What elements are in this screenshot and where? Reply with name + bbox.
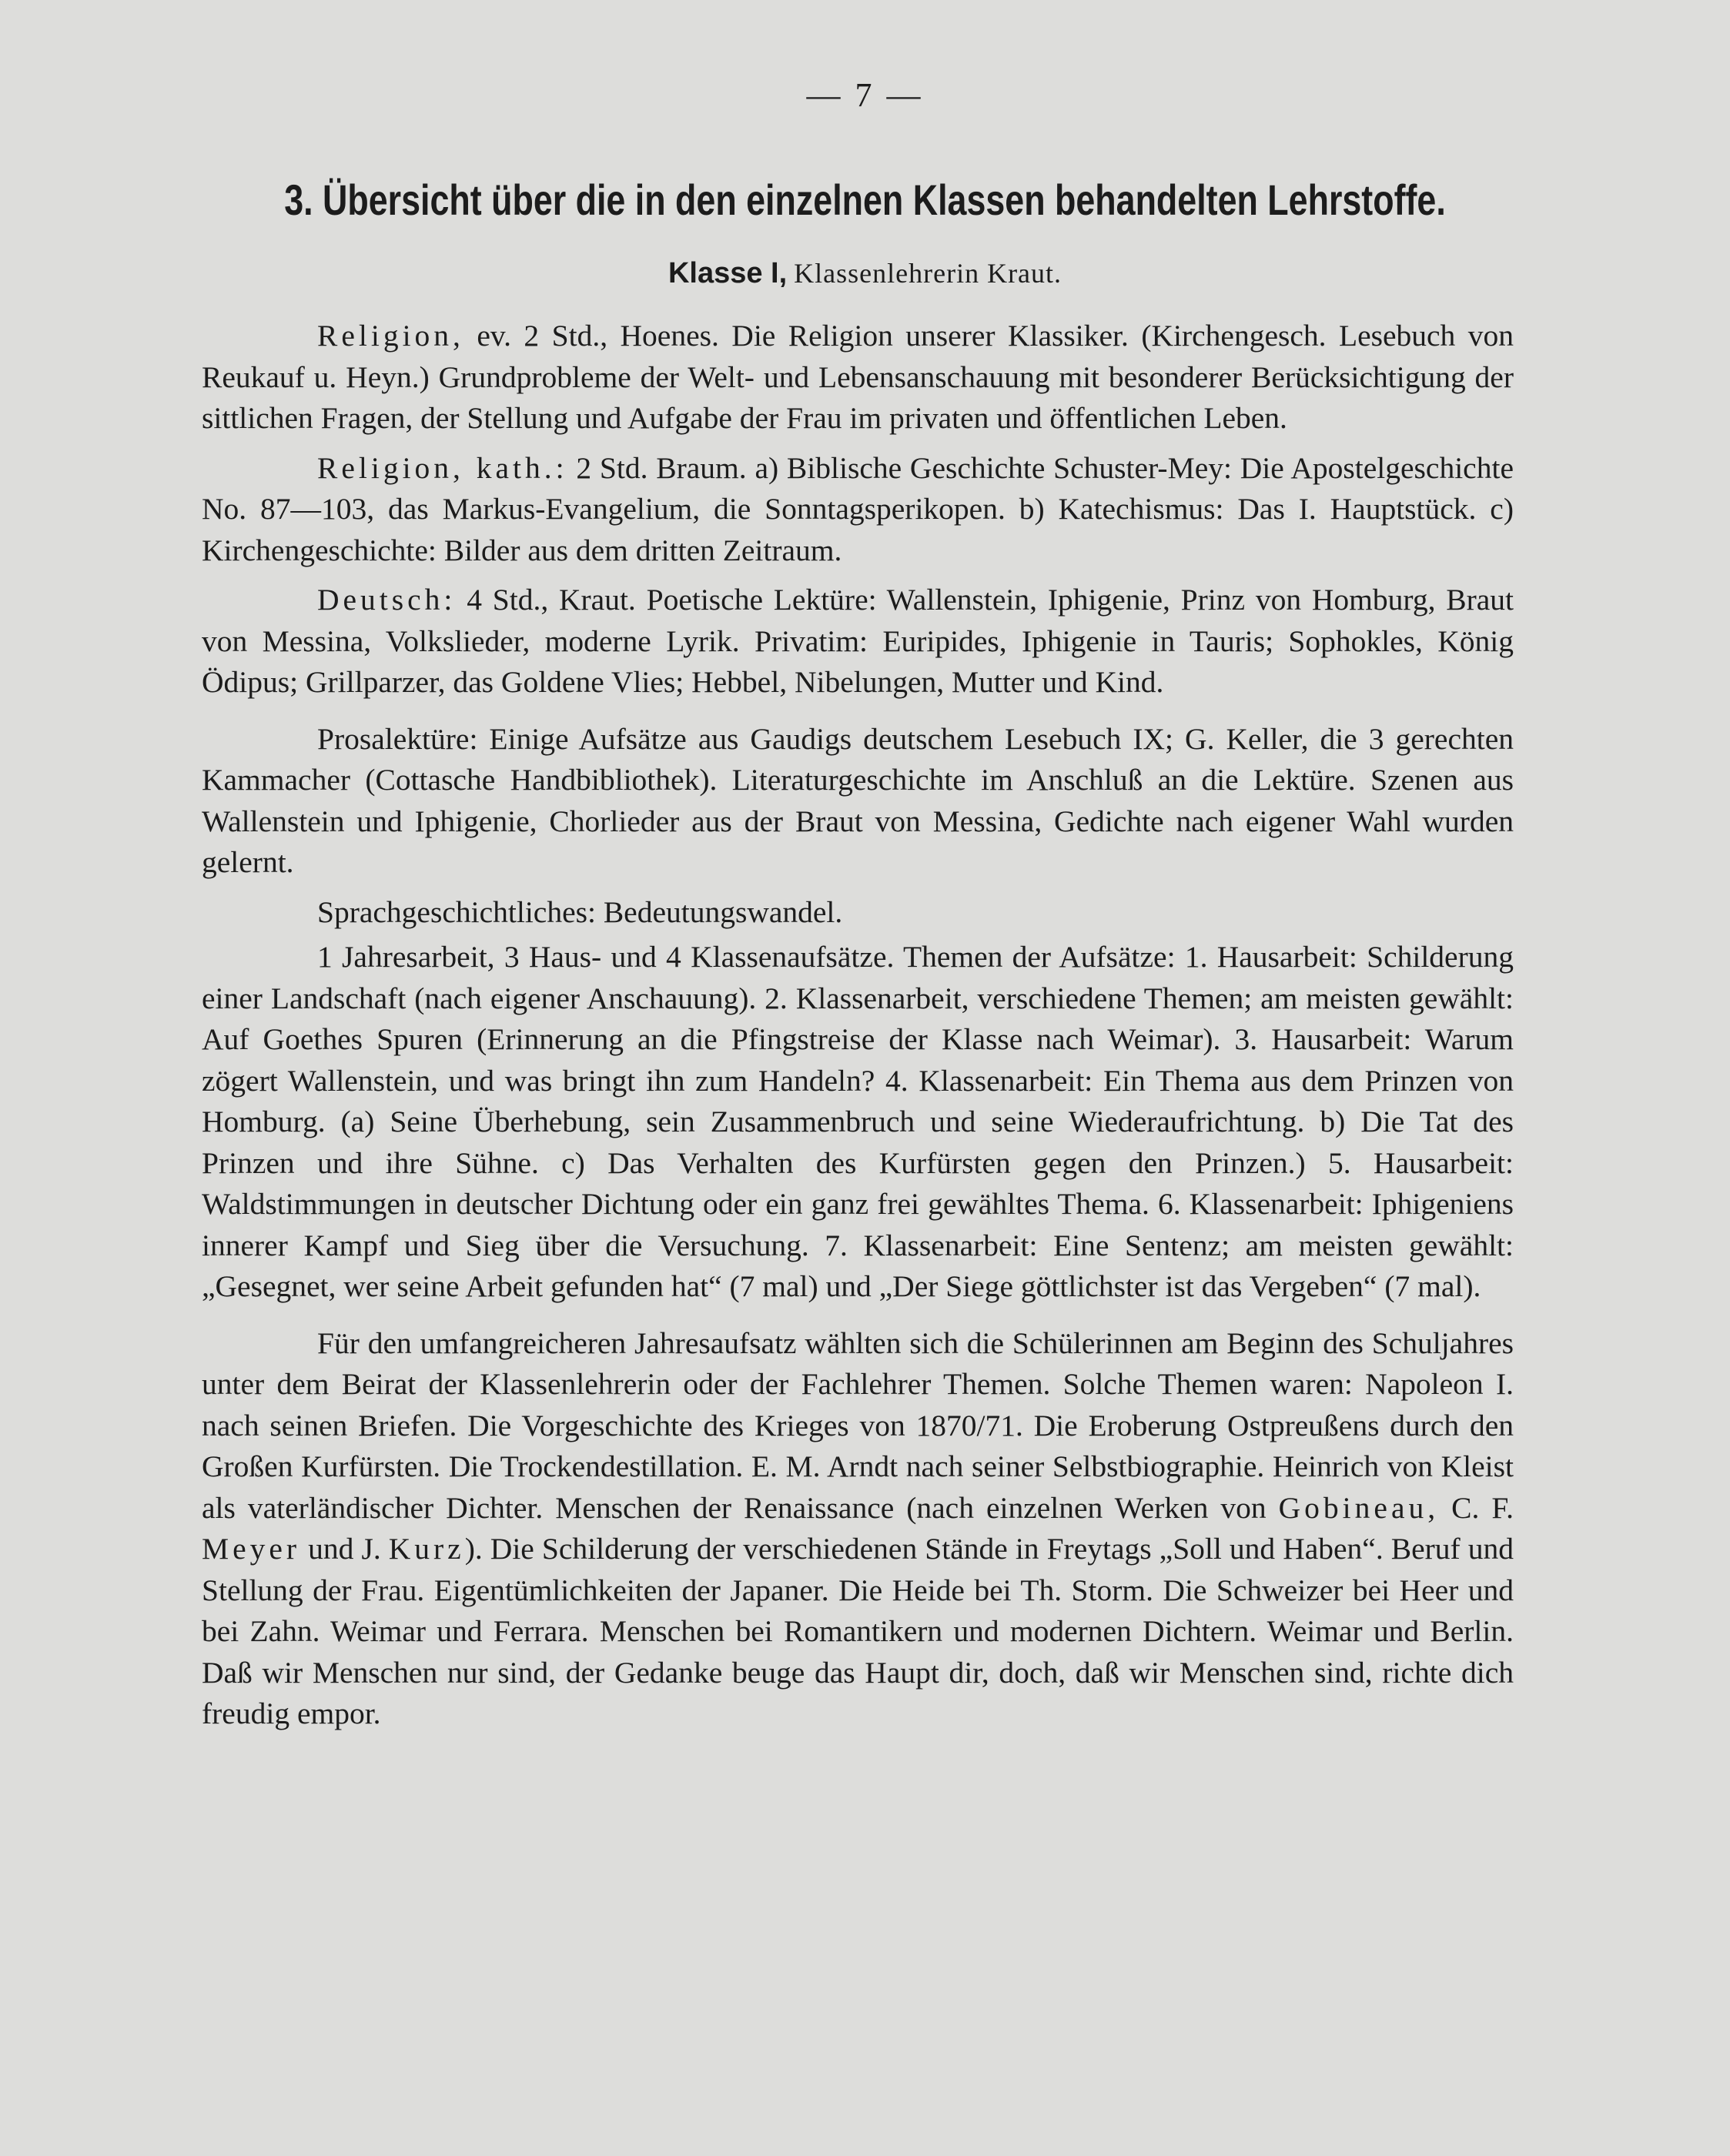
paragraph-religion-ev bbox=[202, 316, 1514, 440]
text-deutsch: 4 Std., Kraut. Poetische Lektüre: Wallenstein, Iphigenie, Prinz von Homburg, Braut von Messina, Volkslieder, moderne Lyrik. Privatim: Euripides, Iphigenie in Tauris; Sophokles, König Ödipus; Grillparzer, das Goldene Vlies; Hebbel, Nibelungen, Mutter und Kind. bbox=[202, 583, 1514, 699]
class-heading bbox=[0, 257, 1730, 290]
page-number: — 7 — bbox=[806, 76, 924, 114]
author-kurz: Kurz bbox=[388, 1532, 465, 1566]
author-meyer: Meyer bbox=[202, 1532, 301, 1566]
section-heading: 3. Übersicht über die in den einzelnen Klassen behandelten Lehrstoffe. bbox=[284, 175, 1446, 224]
text-religion-ev: ev. 2 Std., Hoenes. Die Religion unserer Klassiker. (Kirchengesch. Lesebuch von Reukauf u. Heyn.) Grundprobleme der Welt- und Lebensanschauung mit besonderer Berücksichtigung der sittlichen Fragen, der Stellung und Aufgabe der Frau im privaten und öffentlichen Leben. bbox=[202, 319, 1514, 435]
subject-deutsch: Deutsch: bbox=[317, 583, 457, 617]
text-jahresaufsatz-part1: Für den umfangreicheren Jahresaufsatz wählten sich die Schülerinnen am Beginn des Schuljahres unter dem Beirat der Klassenlehrerin oder der Fachlehrer Themen. Solche Themen waren: Napoleon I. nach seinen Briefen. Die Vorgeschichte des Krieges von 1870/71. Die Eroberung Ostpreußens durch den Großen Kurfürsten. Die Trockendestillation. E. M. Arndt nach seiner Selbstbiographie. Heinrich von Kleist als vaterländischer Dichter. Menschen der Renaissance (nach einzelnen Werken von bbox=[202, 1325, 1514, 1525]
class-label: Klasse I, bbox=[668, 257, 788, 289]
subject-religion-ev: Religion, bbox=[317, 319, 464, 353]
subject-religion-kath: Religion, kath.: bbox=[317, 450, 568, 485]
paragraph-jahresaufsatz bbox=[202, 1323, 1514, 1735]
author-gobineau: Gobineau, bbox=[1278, 1490, 1440, 1525]
paragraph-aufsaetze: 1 Jahresarbeit, 3 Haus- und 4 Klassenaufsätze. Themen der Aufsätze: 1. Hausarbeit: Schilderung einer Landschaft (nach eigener Anschauung). 2. Klassenarbeit, verschiedene Themen; am meisten gewählt: Auf Goethes Spuren (Erinnerung an die Pfingstreise der Klasse nach Weimar). 3. Hausarbeit: Warum zögert Wallenstein, und was bringt ihn zum Handeln? 4. Klassenarbeit: Ein Thema aus dem Prinzen von Homburg. (a) Seine Überhebung, sein Zusammenbruch und seine Wiederaufrichtung. b) Die Tat des Prinzen und ihre Sühne. c) Das Verhalten des Kurfürsten gegen den Prinzen.) 5. Hausarbeit: Waldstimmungen in deutscher Dichtung oder ein ganz frei gewähltes Thema. 6. Klassenarbeit: Iphigeniens innerer Kampf und Sieg über die Versuchung. 7. Klassenarbeit: Eine Sentenz; am meisten gewählt: „Gesegnet, wer seine Arbeit gefunden hat“ (7 mal) und „Der Siege göttlichster ist das Vergeben“ (7 mal). bbox=[202, 940, 1514, 1303]
text-cf: C. F. bbox=[1439, 1490, 1514, 1525]
text-jahresaufsatz-part2: ). Die Schilderung der verschiedenen Stände in Freytags „Soll und Haben“. Beruf und Stellung der Frau. Eigentümlichkeiten der Japaner. Die Heide bei Th. Storm. Die Schweizer bei Heer und bei Zahn. Weimar und Ferrara. Menschen bei Romantikern und modernen Dichtern. Weimar und Berlin. Daß wir Menschen nur sind, der Gedanke beuge das Haupt dir, doch, daß wir Menschen sind, richte dich freudig empor. bbox=[202, 1532, 1514, 1730]
paragraph-religion-kath bbox=[202, 448, 1514, 572]
class-teacher: Klassenlehrerin Kraut. bbox=[794, 258, 1062, 289]
paragraph-prosa: Prosalektüre: Einige Aufsätze aus Gaudigs deutschem Lesebuch IX; G. Keller, die 3 gerechten Kammacher (Cottasche Handbibliothek). Literaturgeschichte im Anschluß an die Lektüre. Szenen aus Wallenstein und Iphigenie, Chorlieder aus der Braut von Messina, Gedichte nach eigener Wahl wurden gelernt. bbox=[202, 721, 1514, 879]
text-religion-kath: 2 Std. Braum. a) Biblische Geschichte Schuster-Mey: Die Apostelgeschichte No. 87—103, das Markus-Evangelium, die Sonntagsperikopen. b) Katechismus: Das I. Hauptstück. c) Kirchengeschichte: Bilder aus dem dritten Zeitraum. bbox=[202, 450, 1514, 567]
body-text bbox=[202, 316, 1514, 1743]
paragraph-deutsch bbox=[202, 580, 1514, 704]
paragraph-sprachgeschichte: Sprachgeschichtliches: Bedeutungswandel. bbox=[317, 894, 843, 929]
text-und: und J. bbox=[300, 1532, 389, 1566]
